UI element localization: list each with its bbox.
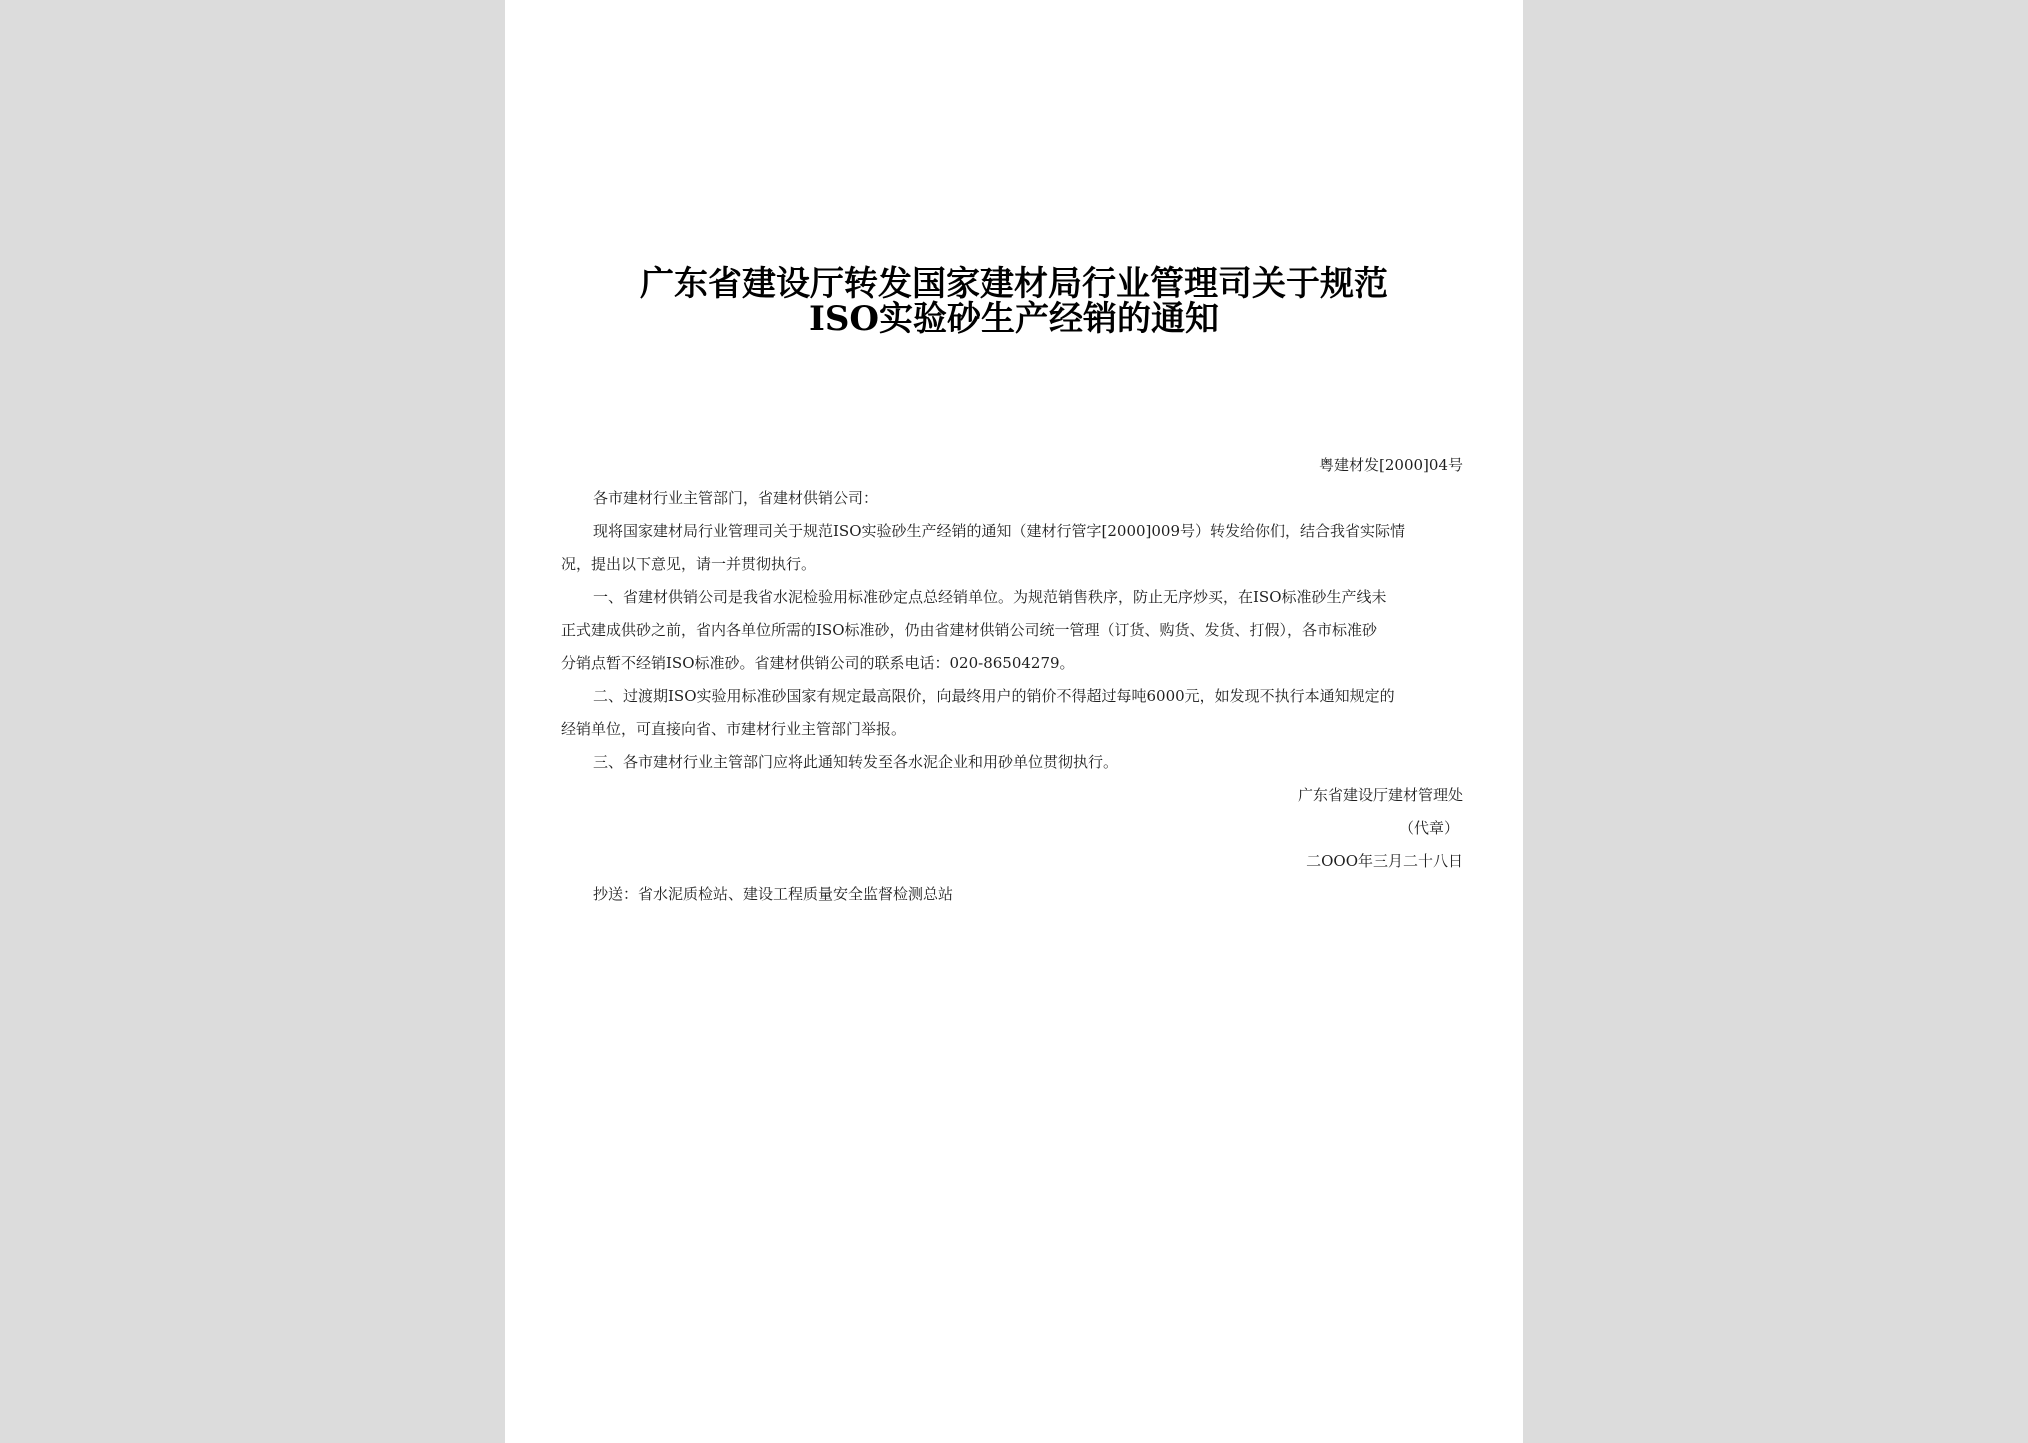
signature-organization: 广东省建设厅建材管理处	[1297, 786, 1463, 804]
salutation: 各市建材行业主管部门，省建材供销公司：	[593, 489, 879, 507]
signature-note: （代章）	[1398, 819, 1459, 837]
document-title-line-1: 广东省建设厅转发国家建材局行业管理司关于规范	[640, 264, 1388, 304]
document-page	[505, 0, 1523, 1443]
paragraph-3-line-2: 经销单位，可直接向省、市建材行业主管部门举报。	[561, 720, 907, 738]
document-title-line-2: ISO实验砂生产经销的通知	[808, 299, 1220, 339]
paragraph-2-line-2: 正式建成供砂之前，省内各单位所需的ISO标准砂，仍由省建材供销公司统一管理（订货、购货、发货、打假），各市标准砂	[561, 621, 1378, 639]
paragraph-2-line-3: 分销点暂不经销ISO标准砂。省建材供销公司的联系电话：020-86504279。	[561, 654, 1075, 672]
paragraph-2-line-1: 一、省建材供销公司是我省水泥检验用标准砂定点总经销单位。为规范销售秩序，防止无序炒买，在ISO标准砂生产线未	[593, 588, 1387, 606]
document-number: 粤建材发[2000]04号	[1319, 456, 1463, 474]
paragraph-4-line-1: 三、各市建材行业主管部门应将此通知转发至各水泥企业和用砂单位贯彻执行。	[593, 753, 1119, 771]
paragraph-3-line-1: 二、过渡期ISO实验用标准砂国家有规定最高限价，向最终用户的销价不得超过每吨6000元，如发现不执行本通知规定的	[593, 687, 1395, 705]
paragraph-1-line-1: 现将国家建材局行业管理司关于规范ISO实验砂生产经销的通知（建材行管字[2000]009号）转发给你们，结合我省实际情	[593, 522, 1406, 540]
cc-line: 抄送：省水泥质检站、建设工程质量安全监督检测总站	[593, 885, 954, 903]
document-date: 二OOO年三月二十八日	[1306, 852, 1463, 870]
paragraph-1-line-2: 况，提出以下意见，请一并贯彻执行。	[561, 555, 817, 573]
